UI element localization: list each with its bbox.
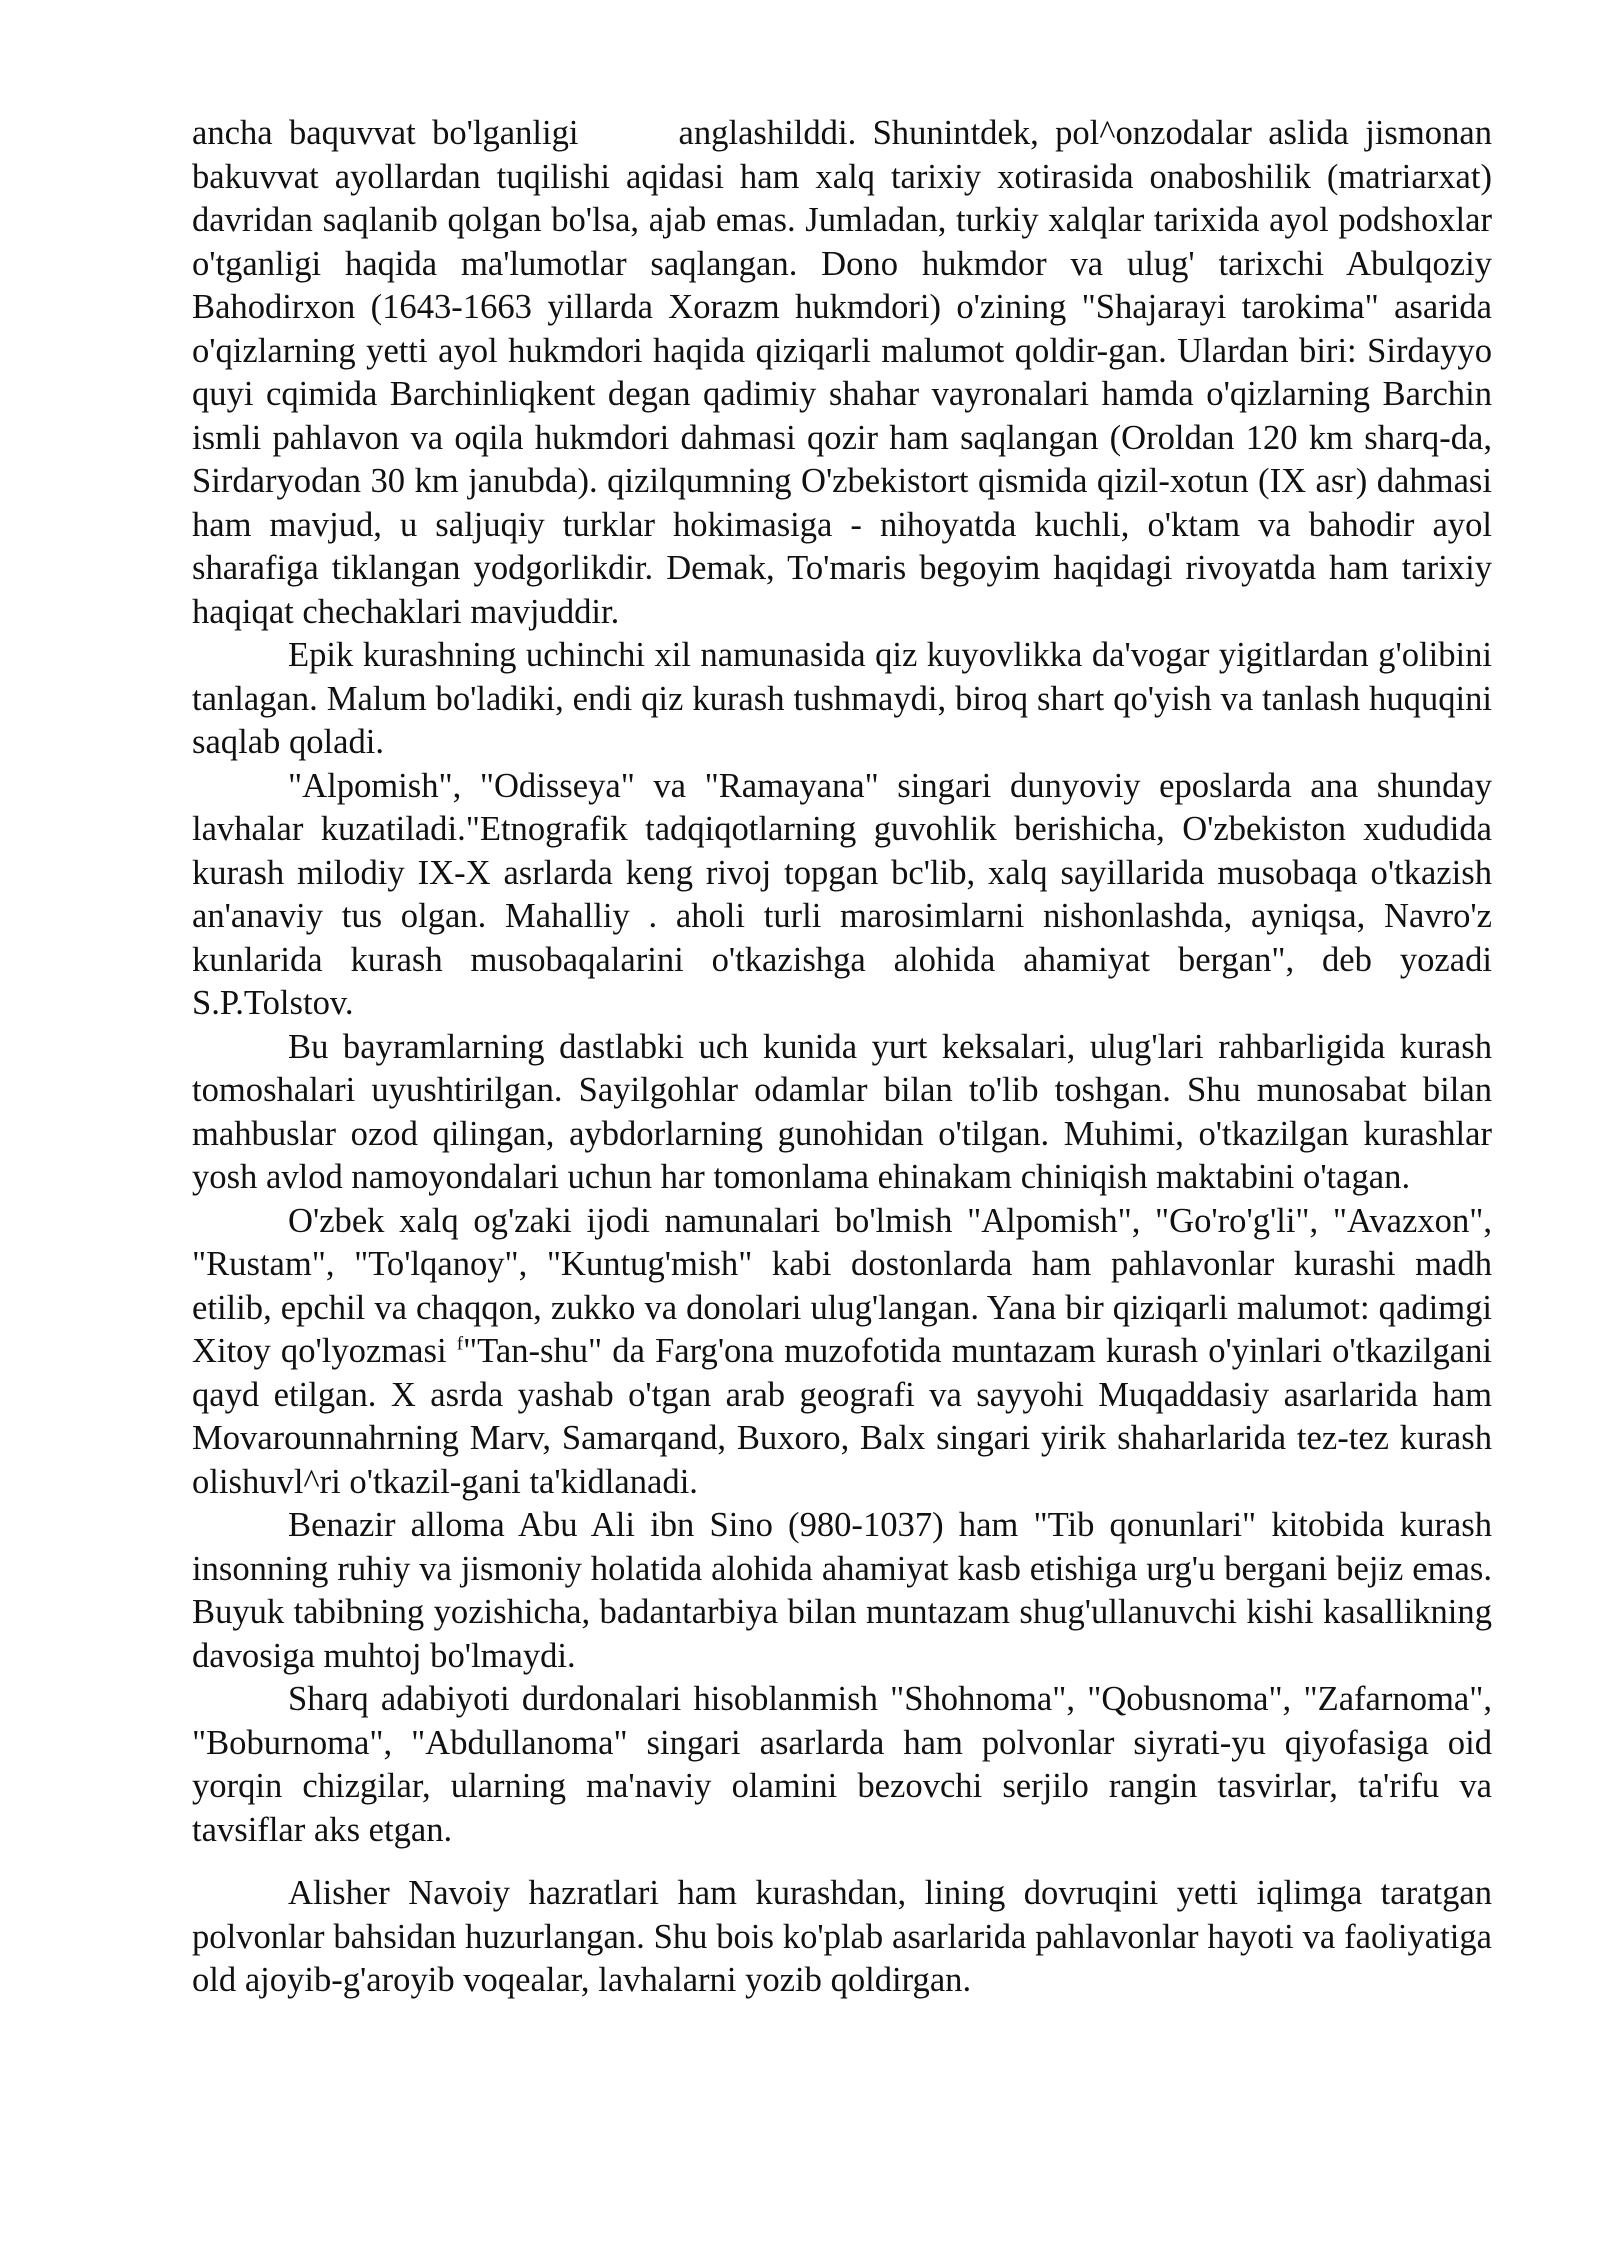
paragraph-8: Alisher Navoiy hazratlari ham kurashdan, lining dovruqini yetti iqlimga taratgan polvonlar bahsidan huzurlangan. Shu bois ko'plab asarlarida pahlavonlar hayoti va faoliyatiga old ajoyib-g'aroyib voqealar, lavhalarni yozib qoldirgan. <box>192 1874 1492 1999</box>
paragraph-5-before: O'zbek xalq og'zaki ijodi namunalari bo'lmish "Alpomish", "Go'ro'g'li", "Avazxon", "Rustam", "To'lqanoy", "Kuntug'mish" kabi dostonlarda ham pahlavonlar kurashi madh etilib, epchil va chaqqon, zukko va donolari ulug'langan. Yana bir qiziqarli malumot: qadimgi Xitoy qo'lyozmasi <box>192 1201 1492 1370</box>
document-page <box>192 112 1492 2003</box>
footnote-mark: f <box>456 1333 464 1355</box>
paragraph-6: Benazir alloma Abu Ali ibn Sino (980-1037) ham "Tib qonunlari" kitobida kurash insonning ruhiy va jismoniy holatida alohida ahamiyat kasb etishiga urg'u bergani bejiz emas. Buyuk tabibning yozishicha, badantarbiya bilan muntazam shug'ullanuvchi kishi kasallikning davosiga muhtoj bo'lmaydi. <box>192 1506 1492 1675</box>
paragraph-1 <box>192 112 1492 634</box>
paragraph-4: Bu bayramlarning dastlabki uch kunida yurt keksalari, ulug'lari rahbarligida kurash tomoshalari uyushtirilgan. Sayilgohlar odamlar bilan to'lib toshgan. Shu munosabat bilan mahbuslar ozod qilingan, aybdorlarning gunohidan o'tilgan. Muhimi, o'tkazilgan kurashlar yosh avlod namoyondalari uchun har tomonlama ehinakam chiniqish maktabini o'tagan. <box>192 1027 1492 1196</box>
paragraph-3: "Alpomish", "Odisseya" va "Ramayana" singari dunyoviy eposlarda ana shunday lavhalar kuzatiladi."Etnografik tadqiqotlarning guvohlik berishicha, O'zbekiston xududida kurash milodiy IX-X asrlarda keng rivoj topgan bc'lib, xalq sayillarida musobaqa o'tkazish an'anaviy tus olgan. Mahalliy . aholi turli marosimlarni nishonlashda, ayniqsa, Navro'z kunlarida kurash musobaqalarini o'tkazishga alohida ahamiyat bergan", deb yozadi S.P.Tolstov. <box>192 766 1492 1022</box>
paragraph-2: Epik kurashning uchinchi xil namunasida qiz kuyovlikka da'vogar yigitlardan g'olibini tanlagan. Malum bo'ladiki, endi qiz kurash tushmaydi, biroq shart qo'yish va tanlash huquqini saqlab qoladi. <box>192 636 1492 761</box>
paragraph-5 <box>192 1200 1492 1505</box>
paragraph-7: Sharq adabiyoti durdonalari hisoblanmish "Shohnoma", "Qobusnoma", "Zafarnoma", "Boburnoma", "Abdullanoma" singari asarlarda ham polvonlar siyrati-yu qiyofasiga oid yorqin chizgilar, ularning ma'naviy olamini bezovchi serjilo rangin tasvirlar, ta'rifu va tavsiflar aks etgan. <box>192 1680 1492 1849</box>
paragraph-1-rest: anglashilddi. Shunintdek, pol^onzodalar aslida jismonan bakuvvat ayollardan tuqilishi aqidasi ham xalq tarixiy xotirasida onaboshilik (matriarxat) davridan saqlanib qolgan bo'lsa, ajab emas. Jumladan, turkiy xalqlar tarixida ayol podshoxlar o'tganligi haqida ma'lumotlar saqlangan. Dono hukmdor va ulug' tarixchi Abulqoziy Bahodirxon (1643-1663 yillarda Xorazm hukmdori) o'zining "Shajarayi tarokima" asarida o'qizlarning yetti ayol hukmdori haqida qiziqarli malumot qoldir-gan. Ulardan biri: Sirdayyo quyi cqimida Barchinliqkent degan qadimiy shahar vayronalari hamda o'qizlarning Barchin ismli pahlavon va oqila hukmdori dahmasi qozir ham saqlangan (Oroldan 120 km sharq-da, Sirdaryodan 30 km janubda). qizilqumning O'zbekistort qismida qizil-xotun (IX asr) dahmasi ham mavjud, u saljuqiy turklar hokimasiga - nihoyatda kuchli, o'ktam va bahodir ayol sharafiga tiklangan yodgorlikdir. Demak, To'maris begoyim haqidagi rivoyatda ham tarixiy haqiqat chechaklari mavjuddir. <box>192 114 1492 631</box>
paragraph-5-after: "Tan-shu" da Farg'ona muzofotida muntazam kurash o'yinlari o'tkazilgani qayd etilgan. X asrda yashab o'tgan arab geografi va sayyohi Muqaddasiy asarlarida ham Movarounnahrning Marv, Samarqand, Buxoro, Balx singari yirik shaharlarida tez-tez kurash olishuvl^ri o'tkazil-gani ta'kidlanadi. <box>192 1332 1492 1501</box>
paragraph-1-start: ancha baquvvat bo'lganligi <box>192 114 579 152</box>
